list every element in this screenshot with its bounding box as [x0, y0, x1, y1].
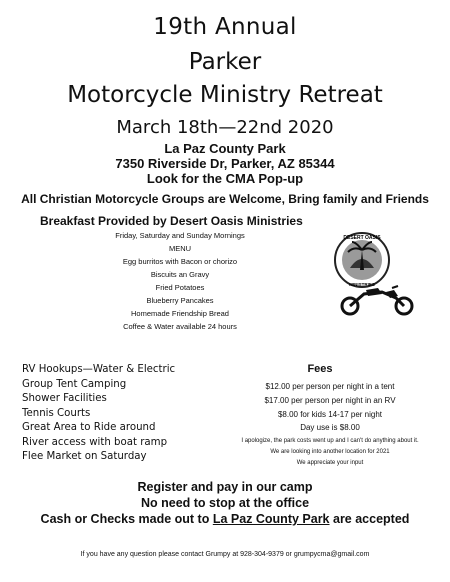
fee-line: $8.00 for kids 14-17 per night: [277, 410, 383, 419]
amenity-item: Tennis Courts: [22, 407, 91, 419]
logo-text-top: DESERT OASIS: [343, 235, 381, 241]
menu-label: MENU: [168, 244, 192, 253]
register-line-3: [0, 512, 450, 526]
menu-item: Homemade Friendship Bread: [131, 309, 229, 318]
amenity-item: Flee Market on Saturday: [22, 451, 147, 462]
amenity-item: River access with boat ramp: [22, 436, 168, 448]
payment-text-end: are accepted: [329, 512, 410, 526]
park-address: 7350 Riverside Dr, Parker, AZ 85344: [115, 156, 335, 171]
amenity-item: Great Area to Ride around: [22, 422, 156, 433]
coffee-note: Coffee & Water available 24 hours: [123, 322, 237, 331]
menu-item: Blueberry Pancakes: [146, 296, 214, 305]
title-line-2: Parker: [188, 49, 262, 75]
logo-text-bottom: MINISTRIES: [349, 282, 375, 287]
amenity-item: Shower Facilities: [22, 393, 107, 404]
payment-text: Cash or Checks made out to: [40, 512, 213, 526]
apology-note: I apologize, the park costs went up and I can't do anything about it.: [241, 438, 419, 444]
apology-note: We are looking into another location for 2021: [270, 449, 390, 455]
title-line-3: Motorcycle Ministry Retreat: [67, 82, 383, 108]
look-for-note: Look for the CMA Pop-up: [146, 171, 304, 186]
title-line-1: 19th Annual: [153, 14, 297, 40]
menu-item: Egg burritos with Bacon or chorizo: [122, 257, 238, 266]
amenity-item: RV Hookups—Water & Electric: [22, 364, 176, 375]
breakfast-days: Friday, Saturday and Sunday Mornings: [115, 231, 245, 240]
welcome-text: All Christian Motorcycle Groups are Welcome, Bring family and Friends: [21, 192, 429, 206]
breakfast-heading: Breakfast Provided by Desert Oasis Ministries: [40, 214, 303, 228]
amenity-item: Group Tent Camping: [22, 378, 127, 390]
register-line-1: Register and pay in our camp: [137, 480, 313, 494]
fee-line: $12.00 per person per night in a tent: [265, 382, 395, 391]
event-dates: March 18th—22nd 2020: [116, 117, 334, 138]
amenities-list: [22, 363, 175, 465]
register-line-2: No need to stop at the office: [140, 496, 310, 510]
apology-note: We appreciate your input: [296, 460, 364, 466]
contact-line: If you have any question please contact Grumpy at 928-304-9379 or grumpycma@gmail.com: [80, 551, 370, 558]
menu-item: Biscuits an Gravy: [150, 270, 210, 279]
fee-line: Day use is $8.00: [300, 423, 360, 432]
desert-oasis-logo: [320, 230, 424, 320]
park-name: La Paz County Park: [164, 141, 286, 156]
fee-line: $17.00 per person per night in an RV: [264, 396, 396, 405]
menu-item: Fried Potatoes: [155, 283, 205, 292]
fees-heading: Fees: [307, 363, 333, 375]
payee-name: La Paz County Park: [212, 512, 330, 526]
